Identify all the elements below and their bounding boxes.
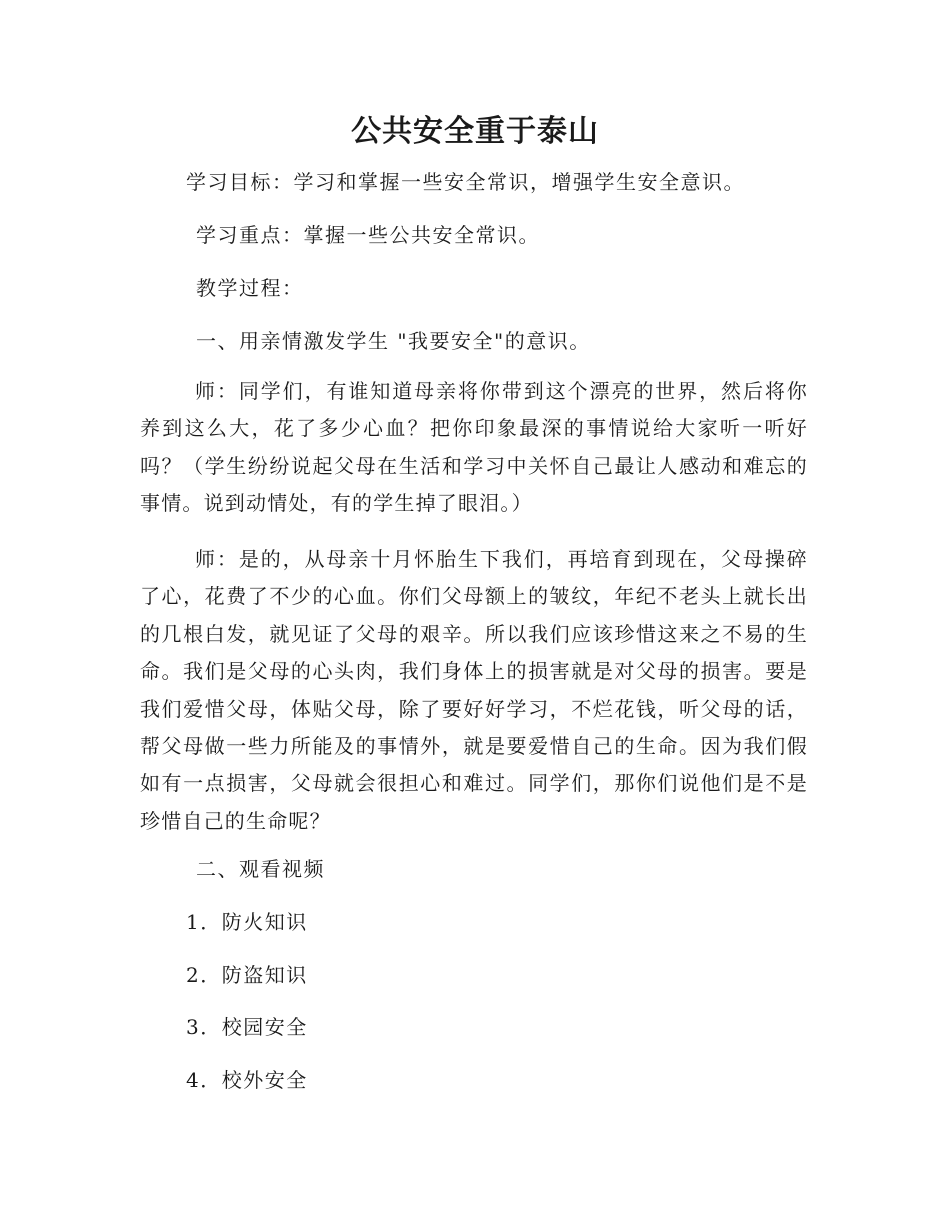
list-item: 3．校园安全 — [186, 1015, 308, 1039]
list-item: 4．校外安全 — [186, 1068, 308, 1092]
process-heading: 教学过程： — [196, 276, 304, 300]
document-title: 公共安全重于泰山 — [351, 114, 599, 149]
paragraph-teacher-question: 师：同学们，有谁知道母亲将你带到这个漂亮的世界，然后将你养到这么大，花了多少心血？把你印象最深的事情说给大家听一听好吗？（学生纷纷说起父母在生活和学习中关怀自己最让人感动和难忘的事情。说到动情处，有的学生掉了眼泪。） — [140, 379, 808, 516]
list-item: 2．防盗知识 — [186, 963, 308, 987]
section-2-heading: 二、观看视频 — [196, 857, 325, 881]
list-item: 1．防火知识 — [186, 910, 308, 934]
learning-focus: 学习重点：掌握一些公共安全常识。 — [196, 223, 540, 247]
learning-objective: 学习目标：学习和掌握一些安全常识，增强学生安全意识。 — [186, 170, 745, 194]
section-1-heading: 一、用亲情激发学生 "我要安全"的意识。 — [196, 329, 591, 353]
paragraph-teacher-explanation: 师：是的，从母亲十月怀胎生下我们，再培育到现在，父母操碎了心，花费了不少的心血。你们父母额上的皱纹，年纪不老头上就长出的几根白发，就见证了父母的艰辛。所以我们应该珍惜这来之不易的生命。我们是父母的心头肉，我们身体上的损害就是对父母的损害。要是我们爱惜父母，体贴父母，除了要好好学习，不烂花钱，听父母的话，帮父母做一些力所能及的事情外，就是要爱惜自己的生命。因为我们假如有一点损害，父母就会很担心和难过。同学们，那你们说他们是不是珍惜自己的生命呢？ — [140, 547, 808, 833]
